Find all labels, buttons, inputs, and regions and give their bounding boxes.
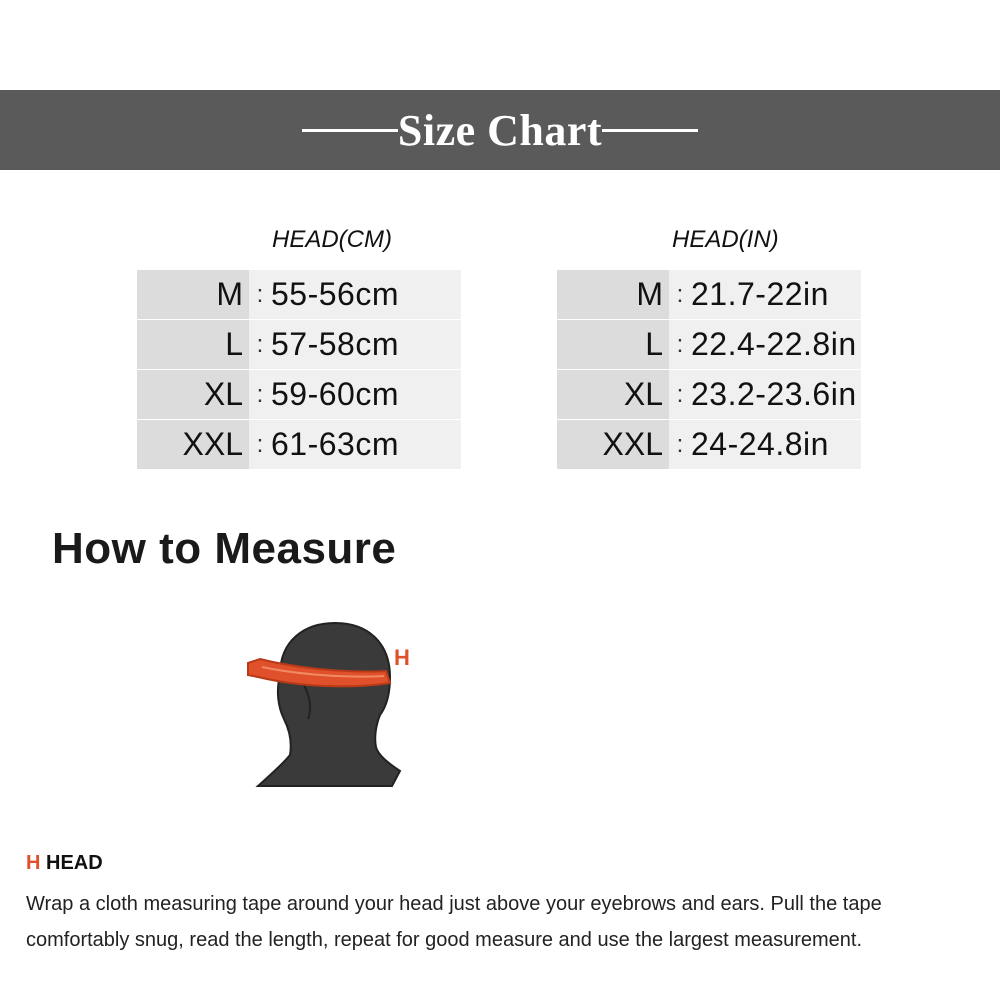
cm-table-caption: HEAD(CM): [272, 226, 392, 253]
size-label: XL: [137, 370, 249, 419]
in-table-caption: HEAD(IN): [672, 226, 779, 253]
separator: :: [249, 320, 271, 369]
size-value: 23.2-23.6in: [691, 370, 861, 419]
size-value: 24-24.8in: [691, 420, 861, 469]
cm-size-table: [137, 270, 461, 470]
size-label: XXL: [137, 420, 249, 469]
banner-title-text: Size Chart: [397, 105, 603, 155]
size-chart-banner: [0, 90, 1000, 170]
separator: :: [669, 370, 691, 419]
table-row: [557, 370, 861, 420]
description-line: comfortably snug, read the length, repeat for good measure and use the largest measurement.: [26, 929, 863, 951]
head-section-title: [26, 852, 103, 875]
head-measure-illustration: [240, 615, 440, 790]
size-label: XL: [557, 370, 669, 419]
separator: :: [669, 320, 691, 369]
title-dash-right: [602, 129, 698, 132]
table-row: [137, 370, 461, 420]
description-line: Wrap a cloth measuring tape around your head just above your eyebrows and ears. Pull the tape: [26, 893, 882, 915]
in-size-table: [557, 270, 861, 470]
head-section-label: HEAD: [46, 852, 103, 874]
separator: :: [669, 420, 691, 469]
how-to-measure-title: How to Measure: [52, 524, 397, 573]
size-value: 55-56cm: [271, 270, 461, 319]
size-value: 21.7-22in: [691, 270, 861, 319]
separator: :: [249, 270, 271, 319]
h-marker-label: H: [394, 645, 410, 670]
size-value: 22.4-22.8in: [691, 320, 861, 369]
separator: :: [669, 270, 691, 319]
title-dash-left: [302, 129, 398, 132]
size-label: L: [137, 320, 249, 369]
banner-title: [302, 105, 698, 156]
separator: :: [249, 420, 271, 469]
size-label: M: [137, 270, 249, 319]
table-row: [137, 320, 461, 370]
head-silhouette-icon: [258, 623, 400, 786]
size-value: 61-63cm: [271, 420, 461, 469]
size-label: XXL: [557, 420, 669, 469]
table-row: [557, 270, 861, 320]
separator: :: [249, 370, 271, 419]
table-row: [137, 420, 461, 470]
head-measure-description: [26, 886, 1000, 958]
size-value: 57-58cm: [271, 320, 461, 369]
size-label: M: [557, 270, 669, 319]
size-label: L: [557, 320, 669, 369]
table-row: [557, 320, 861, 370]
size-value: 59-60cm: [271, 370, 461, 419]
table-row: [137, 270, 461, 320]
head-section-letter: H: [26, 852, 41, 874]
table-row: [557, 420, 861, 470]
